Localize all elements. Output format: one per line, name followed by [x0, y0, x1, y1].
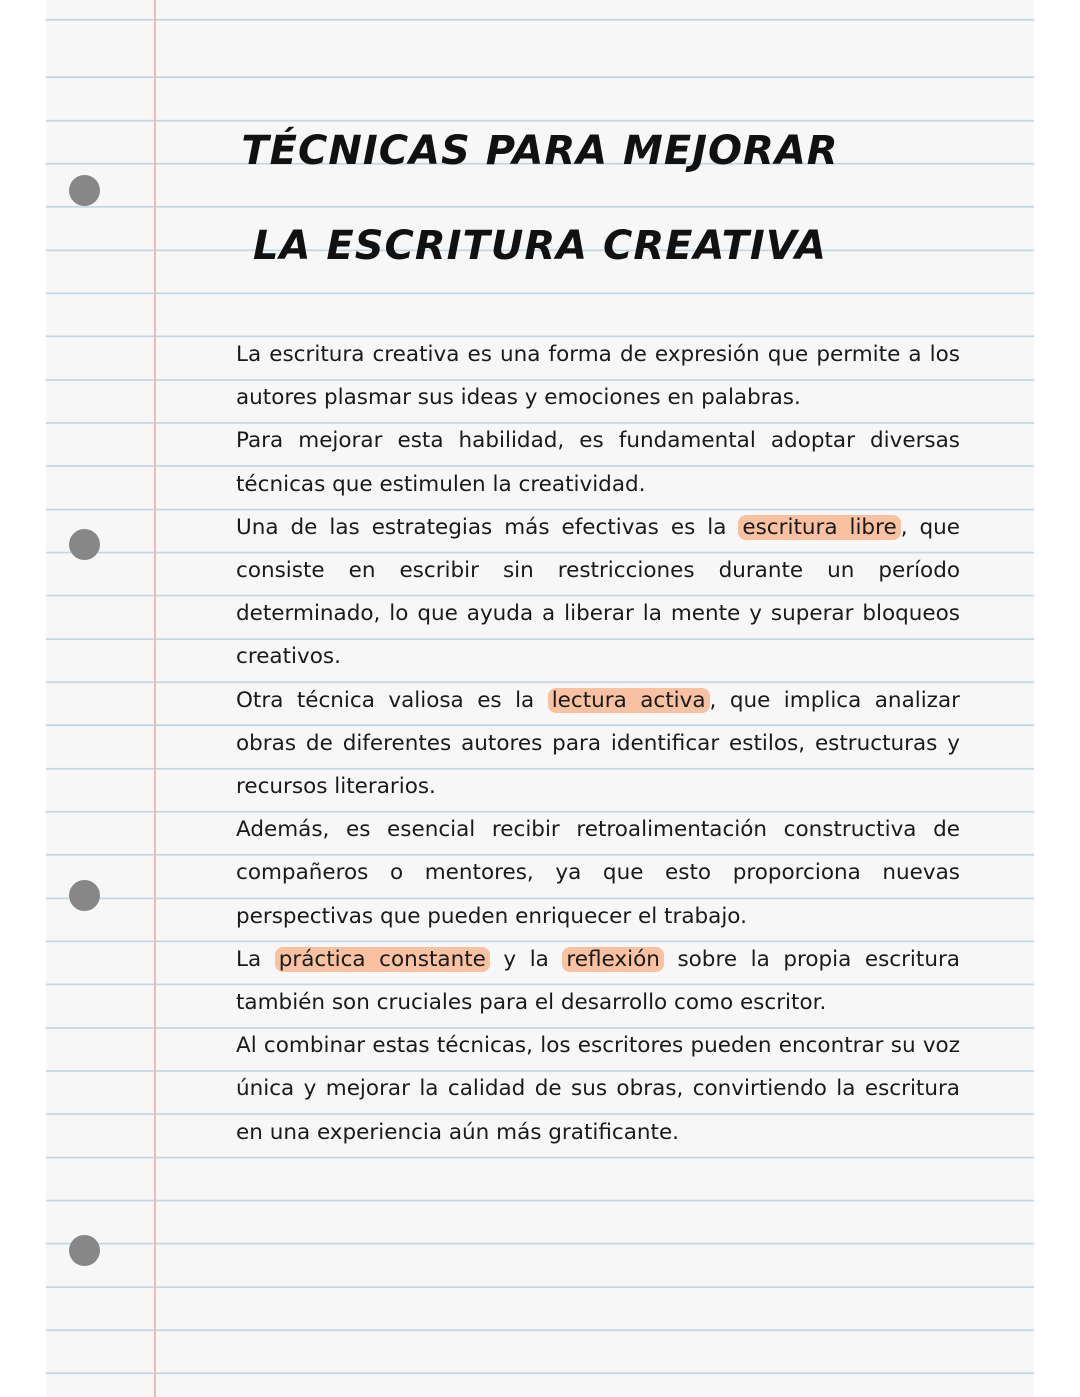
- punch-hole: [69, 175, 100, 206]
- paragraph-text: La: [236, 946, 275, 972]
- paragraph-feedback: Además, es esencial recibir retroalimentación constructiva de compañeros o mentores, ya que esto proporciona nuevas perspectivas que pueden enriquecer el trabajo.: [236, 817, 960, 929]
- paragraph-text: Otra técnica valiosa es la: [236, 687, 548, 713]
- punch-hole: [69, 880, 100, 911]
- paragraph-text: , que implica analizar obras de diferentes autores para identificar estilos, estructuras y recursos literarios.: [236, 687, 960, 800]
- margin-line: [154, 0, 156, 1397]
- body-text: [236, 333, 960, 1154]
- paragraph-text: y la: [489, 946, 563, 972]
- paragraph-free-writing: [236, 506, 960, 679]
- paragraph-intro: La escritura creativa es una forma de expresión que permite a los autores plasmar sus ideas y emociones en palabras.: [236, 342, 960, 411]
- paragraph-text: Una de las estrategias más efectivas es la: [236, 514, 739, 540]
- punch-hole: [69, 529, 100, 560]
- paragraph-text: , que consiste en escribir sin restricciones durante un período determinado, lo que ayuda a liberar la mente y superar bloqueos creativos.: [236, 514, 961, 670]
- page-title-line-1: TÉCNICAS PARA MEJORAR: [241, 128, 839, 174]
- highlight-constant-practice: práctica constante: [275, 947, 490, 972]
- page-title-line-2: LA ESCRITURA CREATIVA: [253, 223, 827, 269]
- punch-hole: [69, 1235, 100, 1266]
- paragraph-active-reading: [236, 679, 960, 809]
- highlight-free-writing: escritura libre: [738, 515, 900, 540]
- highlight-reflection: reflexión: [562, 947, 663, 972]
- paragraph-conclusion: Al combinar estas técnicas, los escritores pueden encontrar su voz única y mejorar la calidad de sus obras, convirtiendo la escritura en una experiencia aún más gratificante.: [236, 1033, 960, 1145]
- paragraph-text: sobre la propia escritura también son cruciales para el desarrollo como escritor.: [236, 946, 960, 1016]
- paragraph-improve: Para mejorar esta habilidad, es fundamental adoptar diversas técnicas que estimulen la creatividad.: [236, 428, 960, 497]
- paragraph-practice: [236, 938, 960, 1024]
- highlight-active-reading: lectura activa: [548, 688, 710, 713]
